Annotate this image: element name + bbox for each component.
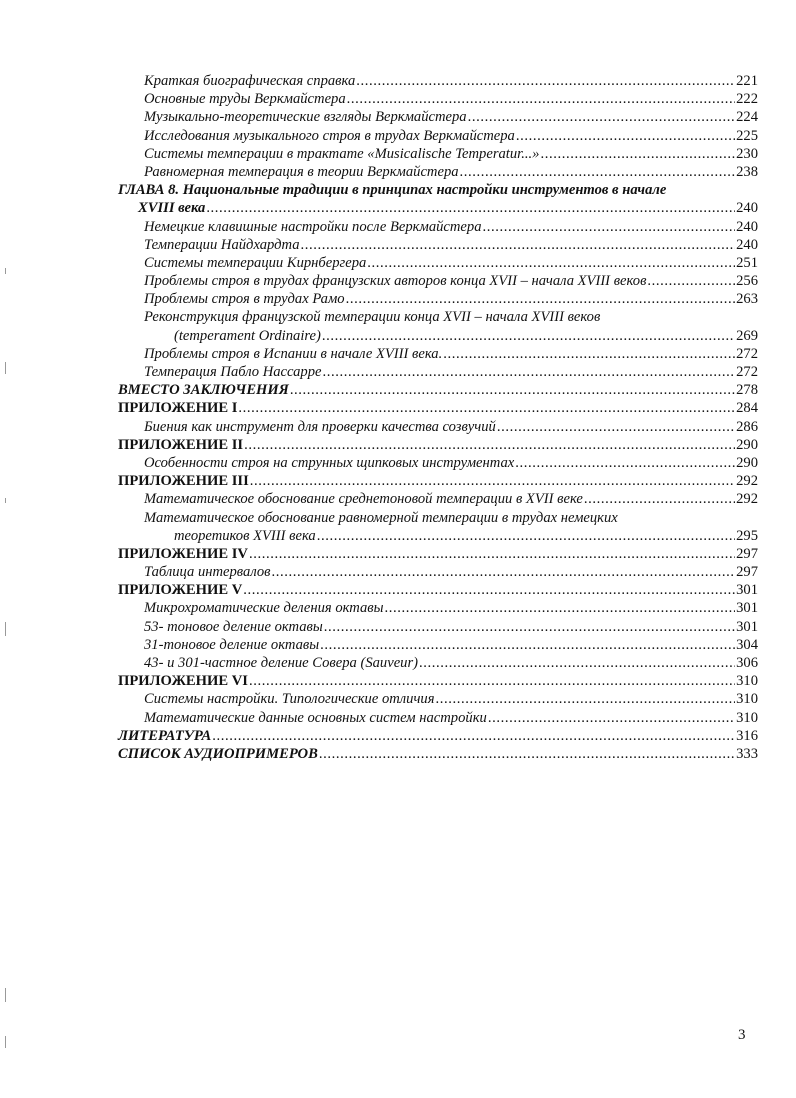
toc-entry-page: 301 xyxy=(736,582,758,599)
toc-leader-dots xyxy=(483,218,736,236)
toc-entry-page: 301 xyxy=(736,618,758,635)
toc-entry xyxy=(118,72,758,90)
toc-entry-page: 221 xyxy=(736,73,758,89)
toc-entry-page: 263 xyxy=(736,291,758,308)
toc-entry xyxy=(118,599,758,617)
toc-entry-title: теоретиков XVIII века xyxy=(174,527,316,544)
toc-entry xyxy=(118,436,758,454)
scan-mark xyxy=(5,1036,6,1048)
scan-mark xyxy=(5,362,6,374)
toc-entry xyxy=(118,127,758,145)
toc-leader-dots xyxy=(584,490,735,508)
toc-entry-title: Системы темперации Кирнбергера xyxy=(144,254,367,271)
toc-entry-page: 272 xyxy=(736,345,758,362)
toc-entry xyxy=(118,199,758,217)
toc-leader-dots xyxy=(515,454,735,472)
toc-entry-title: Проблемы строя в трудах французских авторов конца XVII – начала XVIII веков xyxy=(144,273,647,290)
toc-entry-page: 292 xyxy=(736,473,758,490)
toc-entry xyxy=(118,654,758,672)
toc-entry-page: 256 xyxy=(736,273,758,290)
toc-entry-title: ПРИЛОЖЕНИЕ II xyxy=(118,436,244,453)
toc-entry xyxy=(118,308,758,326)
toc-entry xyxy=(118,709,758,727)
toc-entry-title: Математическое обоснование среднетоновой темперации в XVII веке xyxy=(144,491,583,508)
scan-mark xyxy=(5,498,6,503)
toc-leader-dots xyxy=(322,327,735,345)
toc-entry-page: 333 xyxy=(736,745,758,762)
toc-entry-title: 31-тоновое деление октавы xyxy=(144,636,320,653)
toc-entry-title: ПРИЛОЖЕНИЕ I xyxy=(118,400,238,417)
toc-entry-page: 297 xyxy=(736,564,758,581)
toc-entry xyxy=(118,472,758,490)
toc-leader-dots xyxy=(320,636,735,654)
toc-leader-dots xyxy=(488,709,735,727)
toc-entry xyxy=(118,399,758,417)
toc-entry-title: Музыкально-теоретические взгляды Веркмайстера xyxy=(144,109,467,126)
toc-entry-title: Реконструкция французской темперации конца XVII – начала XVIII веков xyxy=(144,309,601,326)
toc-entry-page: 310 xyxy=(736,691,758,708)
toc-leader-dots xyxy=(250,472,735,490)
toc-leader-dots xyxy=(356,72,735,90)
toc-entry-title: СПИСОК АУДИОПРИМЕРОВ xyxy=(118,745,318,762)
toc-entry-page: 310 xyxy=(736,709,758,726)
toc-leader-dots xyxy=(385,599,736,617)
toc-entry xyxy=(118,418,758,436)
toc-entry xyxy=(118,254,758,272)
toc-entry-page: 290 xyxy=(736,436,758,453)
toc-leader-dots xyxy=(324,618,735,636)
toc-entry-page: 272 xyxy=(736,364,758,380)
toc-entry xyxy=(118,490,758,508)
toc-entry xyxy=(118,563,758,581)
toc-entry xyxy=(118,381,758,399)
toc-entry-title: Математические данные основных систем настройки xyxy=(144,709,487,726)
toc-entry xyxy=(118,618,758,636)
toc-entry-title: 43- и 301-частное деление Совера (Sauveur) xyxy=(144,655,419,671)
toc-entry-title: (temperament Ordinaire) xyxy=(174,327,321,344)
toc-leader-dots xyxy=(243,581,735,599)
page-number: 3 xyxy=(738,1027,746,1043)
toc-entry xyxy=(118,327,758,345)
toc-entry xyxy=(118,727,758,745)
toc-entry-title: 53- тоновое деление октавы xyxy=(144,618,323,635)
toc-leader-dots xyxy=(647,272,735,290)
toc-entry-page: 269 xyxy=(736,327,758,344)
toc-entry-title: Проблемы строя в Испании в начале XVIII века. xyxy=(144,345,443,362)
toc-leader-dots xyxy=(206,199,735,217)
toc-entry xyxy=(118,509,758,527)
toc-leader-dots xyxy=(419,654,735,672)
toc-leader-dots xyxy=(319,745,735,763)
toc-entry-title: Особенности строя на струнных щипковых инструментах xyxy=(144,454,515,471)
toc-entry-page: 224 xyxy=(736,109,758,126)
toc-entry xyxy=(118,290,758,308)
toc-entry-title: ГЛАВА 8. Национальные традиции в принципах настройки инструментов в начале xyxy=(118,182,667,199)
toc-entry-title: ПРИЛОЖЕНИЕ IV xyxy=(118,545,248,562)
toc-entry-title: Системы темперации в трактате «Musicalische Temperatur...» xyxy=(144,145,540,162)
toc-entry-page: 284 xyxy=(736,400,758,417)
toc-entry xyxy=(118,163,758,181)
toc-entry xyxy=(118,690,758,708)
toc-entry-title: Темперация Пабло Нассарре xyxy=(144,364,322,380)
toc-leader-dots xyxy=(249,545,735,563)
toc-entry-title: ЛИТЕРАТУРА xyxy=(118,727,212,744)
toc-entry-page: 286 xyxy=(736,418,758,435)
toc-leader-dots xyxy=(212,727,735,745)
toc-entry-page: 278 xyxy=(736,382,758,399)
toc-leader-dots xyxy=(238,399,735,417)
toc-entry-title: ПРИЛОЖЕНИЕ III xyxy=(118,473,249,490)
toc-leader-dots xyxy=(290,381,735,399)
toc-entry-title: Математическое обоснование равномерной темперации в трудах немецких xyxy=(144,509,618,526)
toc-entry xyxy=(118,90,758,108)
scan-mark xyxy=(5,268,6,274)
toc-entry xyxy=(118,745,758,763)
toc-leader-dots xyxy=(244,436,735,454)
toc-entry-title: Микрохроматические деления октавы xyxy=(144,600,384,617)
table-of-contents xyxy=(118,72,758,763)
toc-entry-title: Системы настройки. Типологические отличия xyxy=(144,691,435,708)
toc-entry-page: 240 xyxy=(736,218,758,235)
toc-entry-page: 240 xyxy=(736,236,758,253)
toc-entry-page: 295 xyxy=(736,527,758,544)
toc-entry-page: 316 xyxy=(736,727,758,744)
toc-entry-page: 301 xyxy=(736,600,758,617)
scan-mark xyxy=(5,622,6,636)
toc-entry-page: 310 xyxy=(736,673,758,690)
toc-entry xyxy=(118,181,758,199)
toc-entry-page: 240 xyxy=(736,200,758,217)
toc-leader-dots xyxy=(436,690,736,708)
toc-entry xyxy=(118,272,758,290)
toc-entry xyxy=(118,345,758,363)
toc-leader-dots xyxy=(468,108,736,126)
toc-entry-page: 297 xyxy=(736,545,758,562)
toc-entry-title: Исследования музыкального строя в трудах Веркмайстера xyxy=(144,127,515,144)
toc-leader-dots xyxy=(516,127,735,145)
toc-entry-title: XVIII века xyxy=(138,200,206,217)
toc-entry-page: 238 xyxy=(736,163,758,180)
toc-leader-dots xyxy=(497,418,735,436)
toc-leader-dots xyxy=(367,254,735,272)
toc-entry-title: ПРИЛОЖЕНИЕ V xyxy=(118,582,243,599)
toc-leader-dots xyxy=(272,563,736,581)
toc-entry xyxy=(118,672,758,690)
toc-entry-page: 306 xyxy=(736,655,758,671)
toc-leader-dots xyxy=(317,527,735,545)
toc-leader-dots xyxy=(347,90,735,108)
toc-entry-title: Темперации Найдхардта xyxy=(144,236,300,253)
toc-entry-title: ПРИЛОЖЕНИЕ VI xyxy=(118,673,248,690)
toc-entry-title: Проблемы строя в трудах Рамо xyxy=(144,291,345,308)
toc-entry xyxy=(118,454,758,472)
toc-leader-dots xyxy=(346,290,736,308)
toc-entry-title: ВМЕСТО ЗАКЛЮЧЕНИЯ xyxy=(118,382,289,399)
toc-entry-page: 230 xyxy=(736,145,758,162)
toc-entry-title: Равномерная темперация в теории Веркмайстера xyxy=(144,163,459,180)
toc-entry xyxy=(118,218,758,236)
toc-entry-page: 292 xyxy=(736,491,758,508)
toc-entry xyxy=(118,581,758,599)
toc-entry-page: 290 xyxy=(736,454,758,471)
toc-entry xyxy=(118,527,758,545)
toc-entry xyxy=(118,108,758,126)
toc-leader-dots xyxy=(540,145,735,163)
toc-entry xyxy=(118,363,758,381)
toc-entry xyxy=(118,636,758,654)
scan-mark xyxy=(5,988,6,1002)
toc-entry-title: Таблица интервалов xyxy=(144,564,271,581)
toc-leader-dots xyxy=(301,236,736,254)
toc-leader-dots xyxy=(443,345,735,363)
toc-entry-page: 304 xyxy=(736,636,758,653)
toc-leader-dots xyxy=(249,672,735,690)
toc-entry-title: Основные труды Веркмайстера xyxy=(144,91,346,108)
toc-entry-title: Краткая биографическая справка xyxy=(144,73,356,89)
toc-entry xyxy=(118,236,758,254)
toc-leader-dots xyxy=(323,363,736,381)
toc-entry-title: Биения как инструмент для проверки качества созвучий xyxy=(144,418,496,435)
toc-entry-title: Немецкие клавишные настройки после Веркмайстера xyxy=(144,218,482,235)
toc-entry-page: 225 xyxy=(736,127,758,144)
toc-entry xyxy=(118,145,758,163)
toc-entry xyxy=(118,545,758,563)
toc-entry-page: 251 xyxy=(736,254,758,271)
toc-leader-dots xyxy=(460,163,736,181)
toc-entry-page: 222 xyxy=(736,91,758,108)
